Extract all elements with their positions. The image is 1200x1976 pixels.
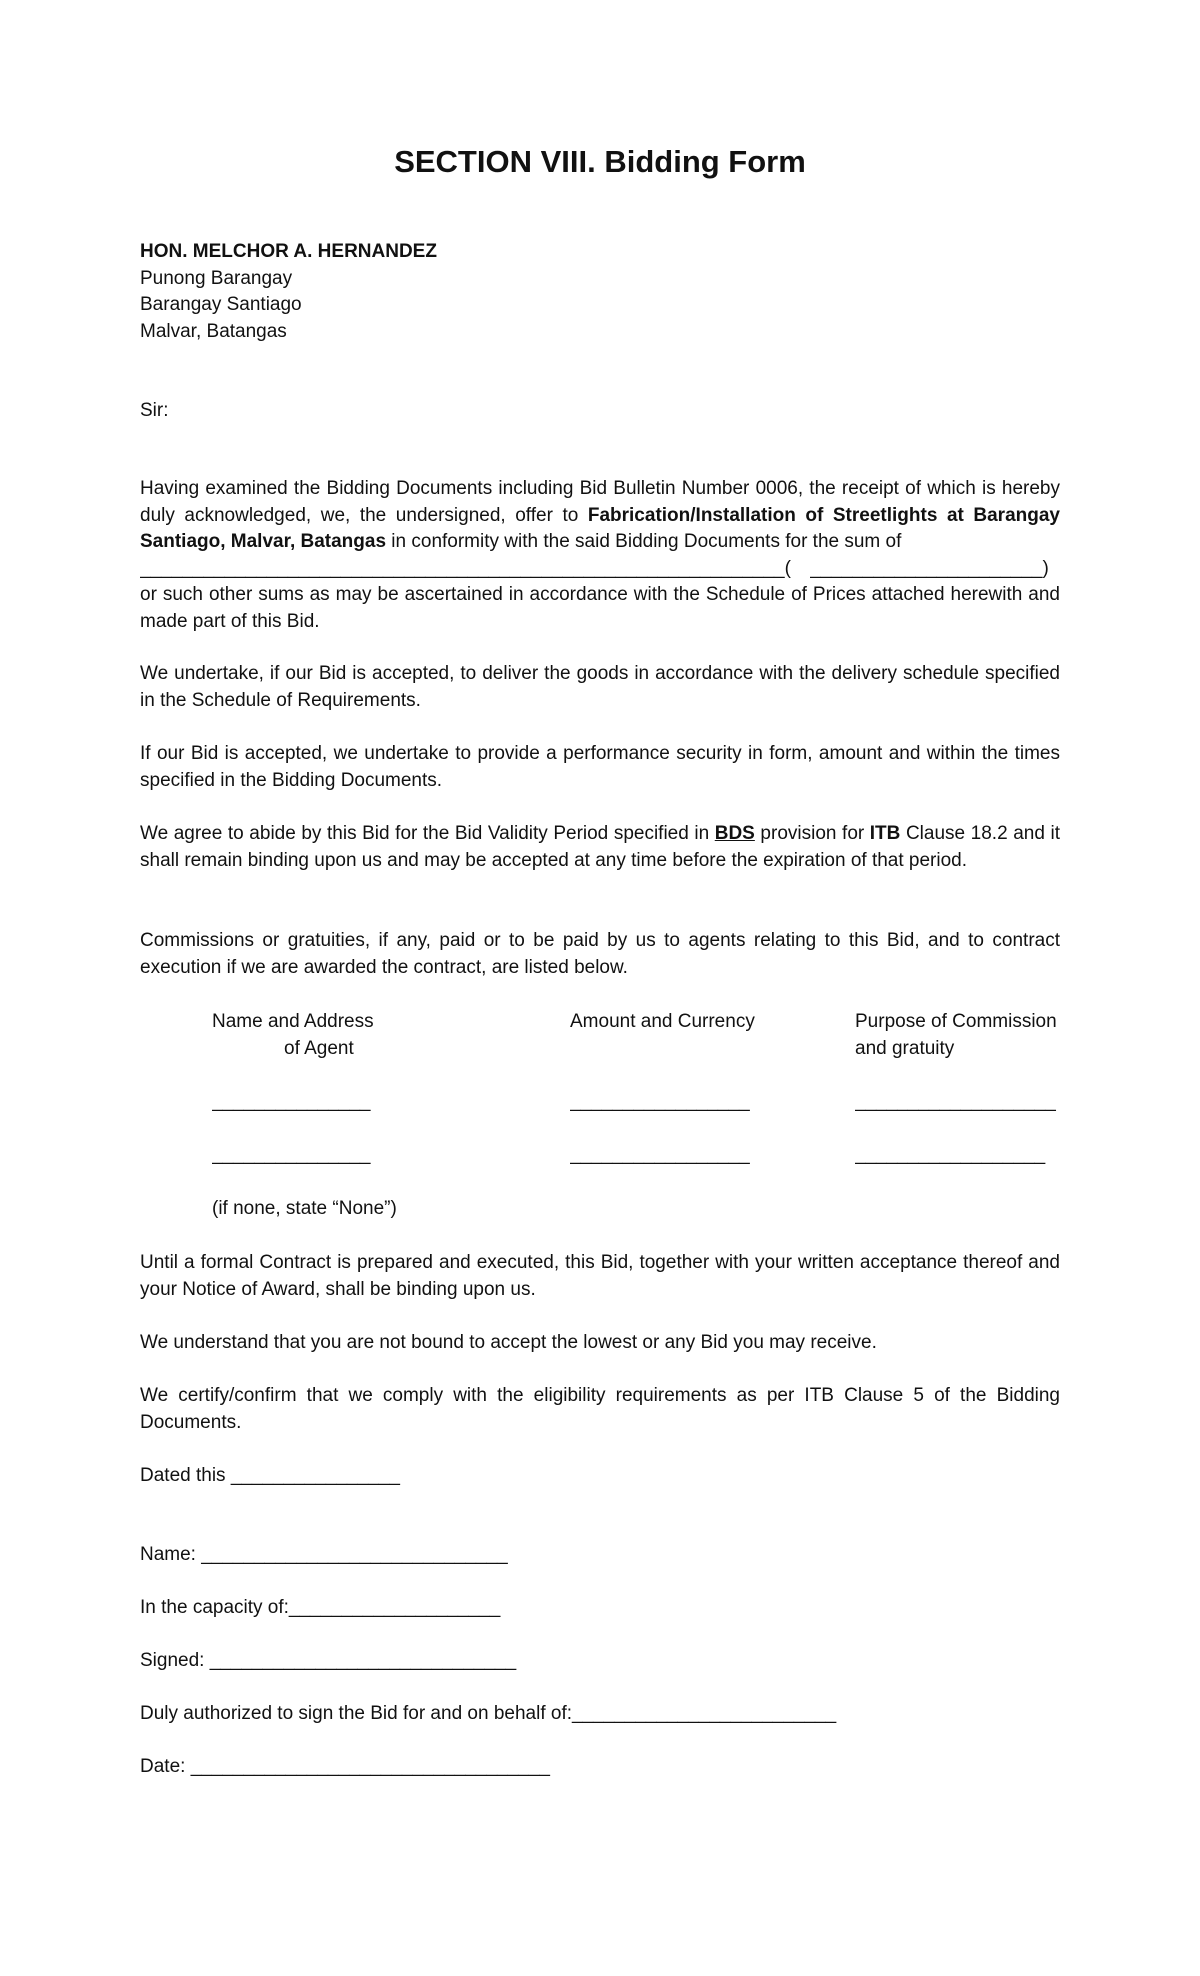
offer-text-1: Having examined the Bidding Documents including Bid Bulletin Number 0006, the receipt of which is hereby duly acknowledged, we, the undersigned, offer to <box>140 478 1060 526</box>
document-title: SECTION VIII. Bidding Form <box>394 144 806 179</box>
amount-figures-blank: _____________________________________________________________( <box>140 557 791 579</box>
addressee-barangay: Barangay Santiago <box>140 294 302 315</box>
validity-text-2: provision for <box>754 823 870 844</box>
header-name-address-line2: of Agent <box>284 1037 354 1059</box>
project-name: Fabrication/Installation of Streetlights at Barangay Santiago, Malvar, Batangas <box>140 504 1060 552</box>
paragraph-delivery: We undertake, if our Bid is accepted, to deliver the goods in accordance with the delivery schedule specified in the Schedule of Requirements. <box>140 663 1060 711</box>
agent-name-blank-1: _______________ <box>212 1091 371 1112</box>
agent-name-blank-2: _______________ <box>212 1144 371 1165</box>
paragraph-offer <box>140 476 1060 635</box>
paragraph-performance-security: If our Bid is accepted, we undertake to provide a performance security in form, amount and within the times specified in the Bidding Documents. <box>140 743 1060 791</box>
capacity-field: In the capacity of:____________________ <box>140 1597 501 1618</box>
header-purpose-line1: Purpose of Commission <box>855 1011 1057 1032</box>
itb-reference: ITB <box>869 823 901 844</box>
paragraph-validity <box>140 821 1060 874</box>
date-field: Date: __________________________________ <box>140 1756 550 1777</box>
header-purpose-line2: and gratuity <box>855 1037 955 1059</box>
commission-note: (if none, state “None”) <box>212 1198 397 1219</box>
name-field: Name: _____________________________ <box>140 1544 508 1565</box>
authorized-field: Duly authorized to sign the Bid for and on behalf of:_________________________ <box>140 1703 837 1724</box>
amount-blank-2: _________________ <box>570 1144 750 1165</box>
paragraph-commissions: Commissions or gratuities, if any, paid or to be paid by us to agents relating to this Bid, and to contract execution if we are awarded the contract, are listed below. <box>140 930 1060 978</box>
amount-blank-line <box>140 556 1060 583</box>
offer-text-3: or such other sums as may be ascertained in accordance with the Schedule of Prices attached herewith and made part of this Bid. <box>140 584 1060 632</box>
paragraph-binding: Until a formal Contract is prepared and executed, this Bid, together with your written acceptance thereof and your Notice of Award, shall be binding upon us. <box>140 1252 1060 1300</box>
validity-text-1: We agree to abide by this Bid for the Bid Validity Period specified in <box>140 823 715 844</box>
header-name-address-line1: Name and Address <box>212 1011 374 1032</box>
addressee-block <box>140 239 437 345</box>
header-amount-currency: Amount and Currency <box>570 1011 755 1032</box>
signed-field: Signed: _____________________________ <box>140 1650 517 1671</box>
amount-words-blank: ______________________) <box>810 557 1049 579</box>
dated-field: Dated this ________________ <box>140 1465 400 1486</box>
salutation: Sir: <box>140 400 169 421</box>
purpose-blank-2: __________________ <box>855 1144 1046 1165</box>
addressee-position: Punong Barangay <box>140 267 293 289</box>
purpose-blank-1: ___________________ <box>855 1091 1056 1112</box>
amount-blank-1: _________________ <box>570 1091 750 1112</box>
addressee-municipality: Malvar, Batangas <box>140 320 287 342</box>
offer-text-2: in conformity with the said Bidding Documents for the sum of <box>386 531 902 552</box>
bds-reference: BDS <box>714 823 755 844</box>
validity-text-3: Clause 18.2 and it shall remain binding upon us and may be accepted at any time before the expiration of that period. <box>140 823 1060 871</box>
header-name-address <box>212 1009 432 1062</box>
header-purpose <box>855 1009 1075 1062</box>
paragraph-eligibility: We certify/confirm that we comply with the eligibility requirements as per ITB Clause 5 of the Bidding Documents. <box>140 1385 1060 1433</box>
paragraph-lowest-bid: We understand that you are not bound to accept the lowest or any Bid you may receive. <box>140 1332 877 1353</box>
addressee-name: HON. MELCHOR A. HERNANDEZ <box>140 241 437 262</box>
